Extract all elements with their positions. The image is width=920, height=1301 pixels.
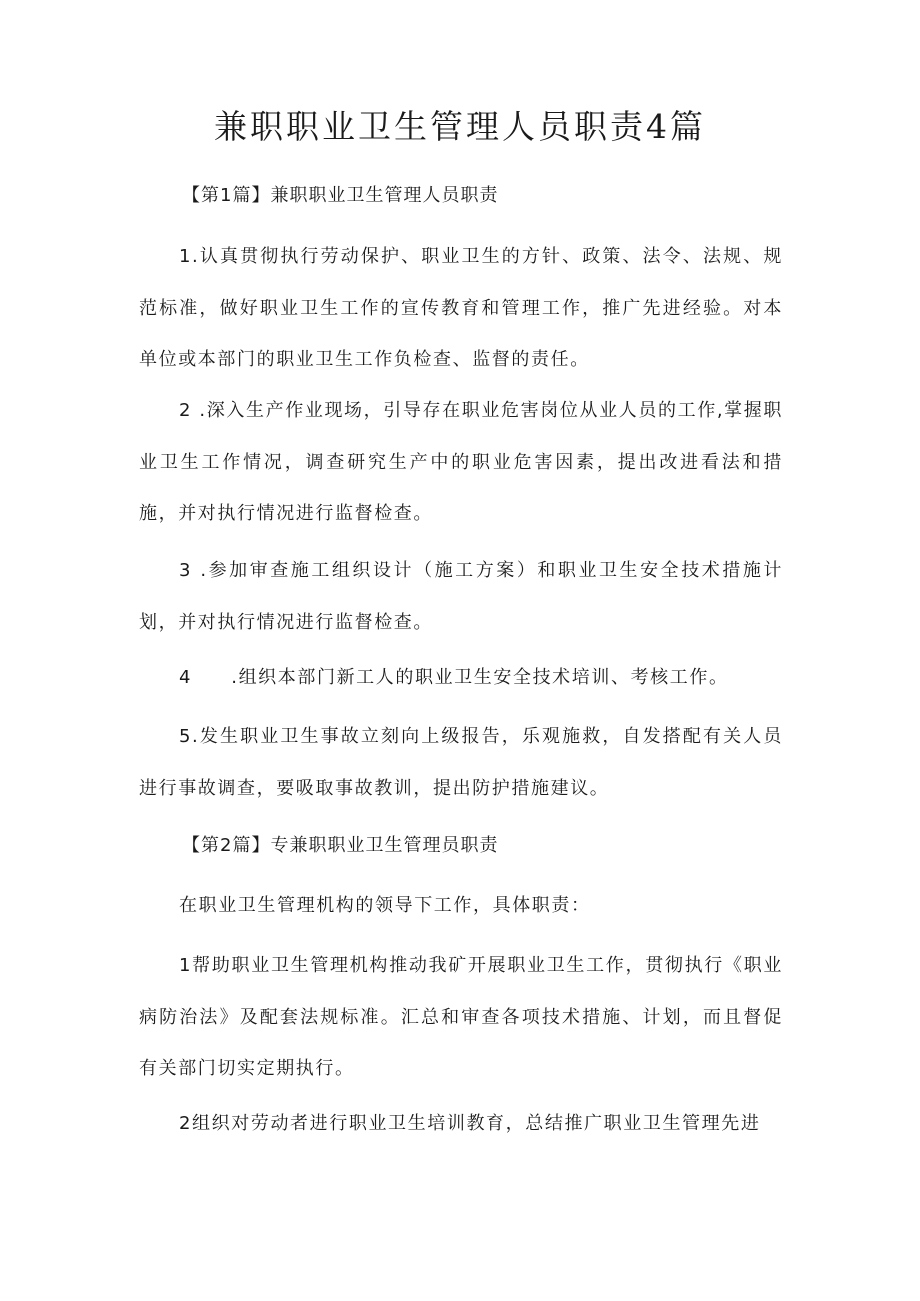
section-1-heading: 【第1篇】兼职职业卫生管理人员职责 [182,185,499,206]
section-1-item-5: 5.发生职业卫生事故立刻向上级报告，乐观施救，自发搭配有关人员进行事故调查，要吸取事故教训，提出防护措施建议。 [139,726,783,799]
section-2-intro: 在职业卫生管理机构的领导下工作，具体职责： [179,895,591,916]
section-2-item-1: 1帮助职业卫生管理机构推动我矿开展职业卫生工作，贯彻执行《职业病防治法》及配套法规标准。汇总和审查各项技术措施、计划，而且督促有关部门切实定期执行。 [139,955,783,1079]
section-2-item-2: 2组织对劳动者进行职业卫生培训教育，总结推广职业卫生管理先进 [179,1113,761,1134]
section-2-heading: 【第2篇】专兼职职业卫生管理员职责 [182,835,499,856]
section-1-item-3: 3 .参加审查施工组织设计（施工方案）和职业卫生安全技术措施计划，并对执行情况进行监督检查。 [139,560,783,633]
section-1-item-1: 1.认真贯彻执行劳动保护、职业卫生的方针、政策、法令、法规、规范标准，做好职业卫生工作的宣传教育和管理工作，推广先进经验。对本单位或本部门的职业卫生工作负检查、监督的责任。 [139,246,783,370]
section-1-item-4: 4 .组织本部门新工人的职业卫生安全技术培训、考核工作。 [179,667,729,688]
document-title: 兼职职业卫生管理人员职责4篇 [214,107,706,146]
section-1-item-2: 2 .深入生产作业现场，引导存在职业危害岗位从业人员的工作,掌握职业卫生工作情况，调查研究生产中的职业危害因素，提出改进看法和措施，并对执行情况进行监督检查。 [139,400,783,524]
